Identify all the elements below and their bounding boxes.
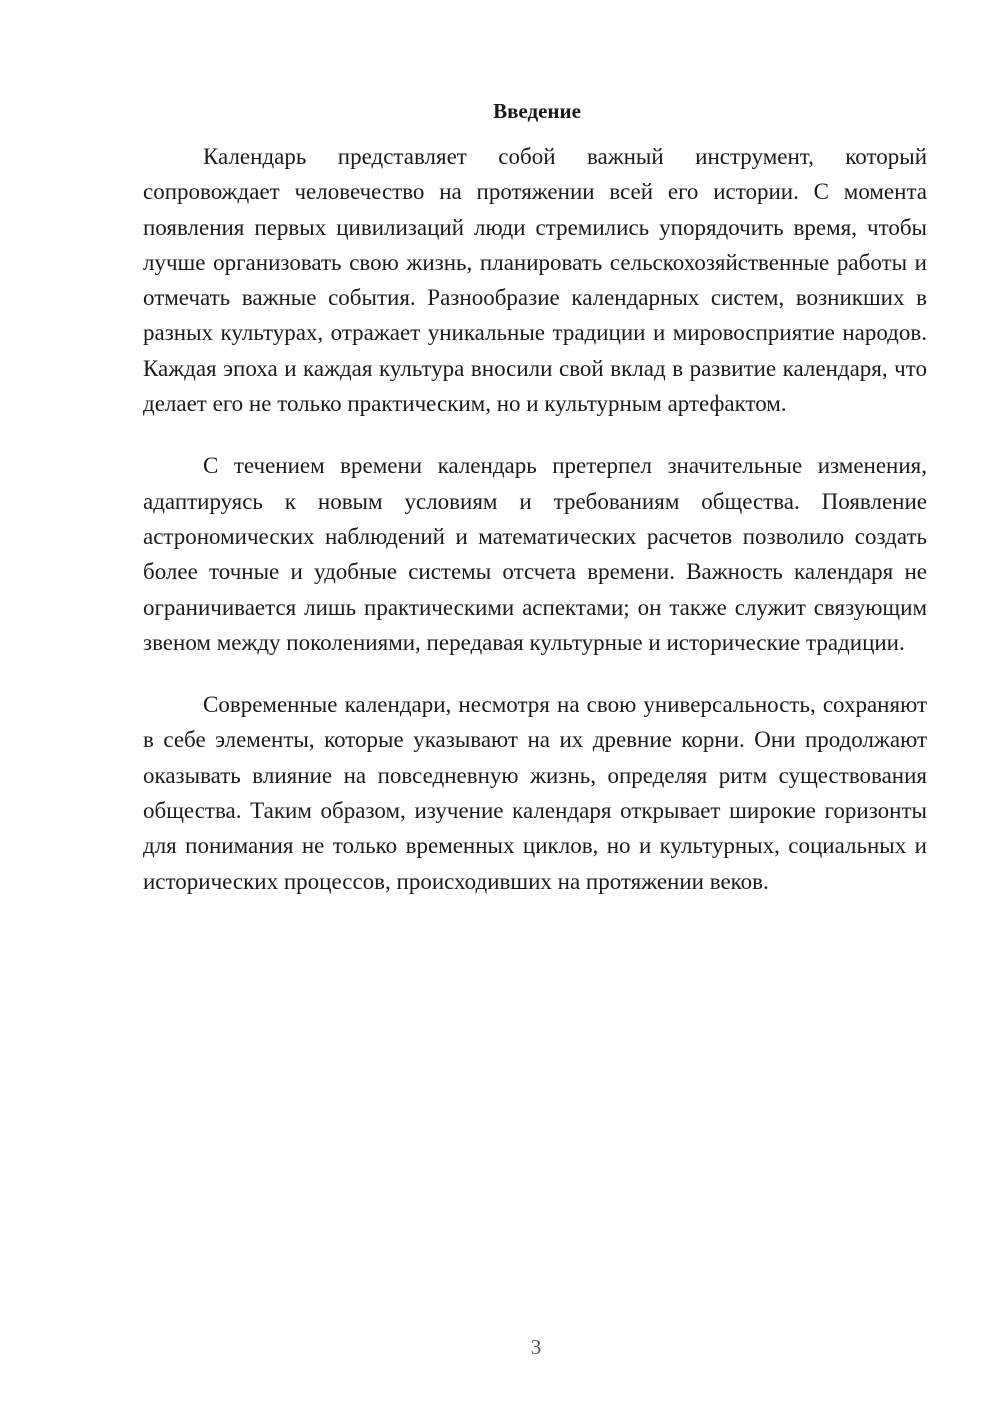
paragraph-2: С течением времени календарь претерпел значительные изменения, адаптируясь к новым условиям и требованиям общества. Появление астрономических наблюдений и математических расчетов позволило создать более точные и удобные системы отсчета времени. Важность календаря не ограничивается лишь практическими аспектами; он также служит связующим звеном между поколениями, передавая культурные и исторические традиции.	[143, 453, 927, 655]
page-number: 3	[530, 1335, 542, 1359]
section-heading: Введение	[493, 99, 581, 123]
paragraph-1: Календарь представляет собой важный инструмент, который сопровождает человечество на протяжении всей его истории. С момента появления первых цивилизаций люди стремились упорядочить время, чтобы лучше организовать свою жизнь, планировать сельскохозяйственные работы и отмечать важные события. Разнообразие календарных систем, возникших в разных культурах, отражает уникальные традиции и мировосприятие народов. Каждая эпоха и каждая культура вносили свой вклад в развитие календаря, что делает его не только практическим, но и культурным артефактом.	[143, 144, 927, 417]
paragraph-3: Современные календари, несмотря на свою универсальность, сохраняют в себе элементы, которые указывают на их древние корни. Они продолжают оказывать влияние на повседневную жизнь, определяя ритм существования общества. Таким образом, изучение календаря открывает широкие горизонты для понимания не только временных циклов, но и культурных, социальных и исторических процессов, происходивших на протяжении веков.	[143, 692, 927, 894]
body-text	[143, 96, 927, 926]
